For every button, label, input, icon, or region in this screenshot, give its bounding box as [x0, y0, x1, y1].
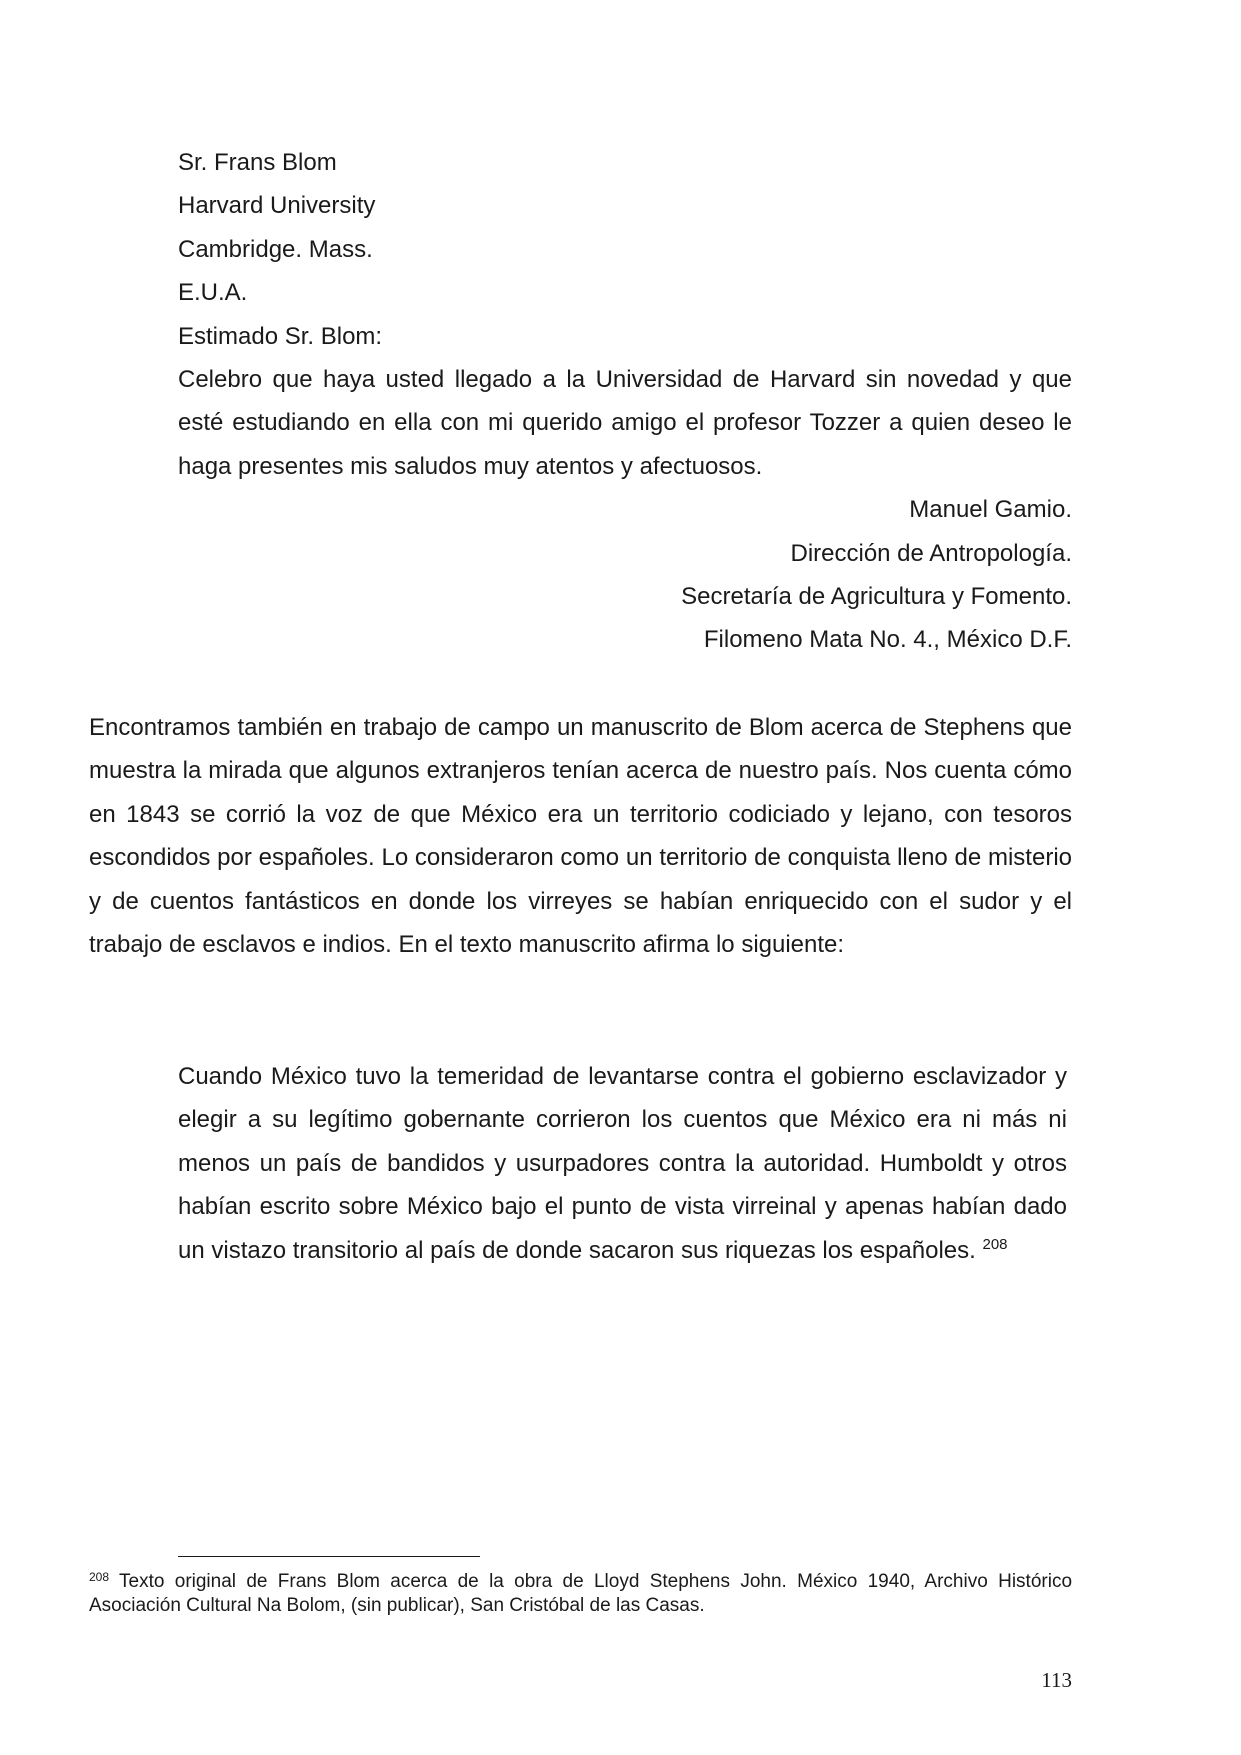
- block-quote: [178, 1055, 1067, 1272]
- body-paragraph: Encontramos también en trabajo de campo un manuscrito de Blom acerca de Stephens que muestra la mirada que algunos extranjeros tenían acerca de nuestro país. Nos cuenta cómo en 1843 se corrió la voz de que México era un territorio codiciado y lejano, con tesoros escondidos por españoles. Lo consideraron como un territorio de conquista lleno de misterio y de cuentos fantásticos en donde los virreyes se habían enriquecido con el sudor y el trabajo de esclavos e indios. En el texto manuscrito afirma lo siguiente:: [89, 714, 1072, 959]
- address-line: Cambridge. Mass.: [178, 235, 373, 263]
- letter-body: Celebro que haya usted llegado a la Universidad de Harvard sin novedad y que esté estudiando en ella con mi querido amigo el profesor Tozzer a quien deseo le haga presentes mis saludos muy atentos y afectuosos.: [178, 366, 1072, 480]
- footnote-reference[interactable]: 208: [982, 1235, 1008, 1253]
- footnote-separator: [178, 1556, 480, 1557]
- signature-line: Manuel Gamio.: [909, 496, 1072, 524]
- salutation: Estimado Sr. Blom:: [178, 322, 383, 350]
- signature-line: Filomeno Mata No. 4., México D.F.: [703, 626, 1072, 654]
- footnote-text: Texto original de Frans Blom acerca de la obra de Lloyd Stephens John. México 1940, Archivo Histórico Asociación Cultural Na Bolom, (sin publicar), San Cristóbal de las Casas.: [89, 1571, 1073, 1616]
- quote-text: Cuando México tuvo la temeridad de levantarse contra el gobierno esclavizador y elegir a su legítimo gobernante corrieron los cuentos que México era ni más ni menos un país de bandidos y usurpadores contra la autoridad. Humboldt y otros habían escrito sobre México bajo el punto de vista virreinal y apenas habían dado un vistazo transitorio al país de donde sacaron sus riquezas los españoles.: [178, 1063, 1067, 1264]
- footnote: [89, 1570, 1072, 1618]
- footnote-number: 208: [89, 1570, 110, 1584]
- signature-line: Secretaría de Agricultura y Fomento.: [681, 583, 1072, 611]
- signature-line: Dirección de Antropología.: [790, 539, 1072, 567]
- address-line: E.U.A.: [178, 279, 248, 307]
- address-line: Sr. Frans Blom: [178, 149, 337, 176]
- address-line: Harvard University: [178, 192, 376, 220]
- letter: [178, 141, 1072, 662]
- page-number: 113: [1041, 1668, 1072, 1692]
